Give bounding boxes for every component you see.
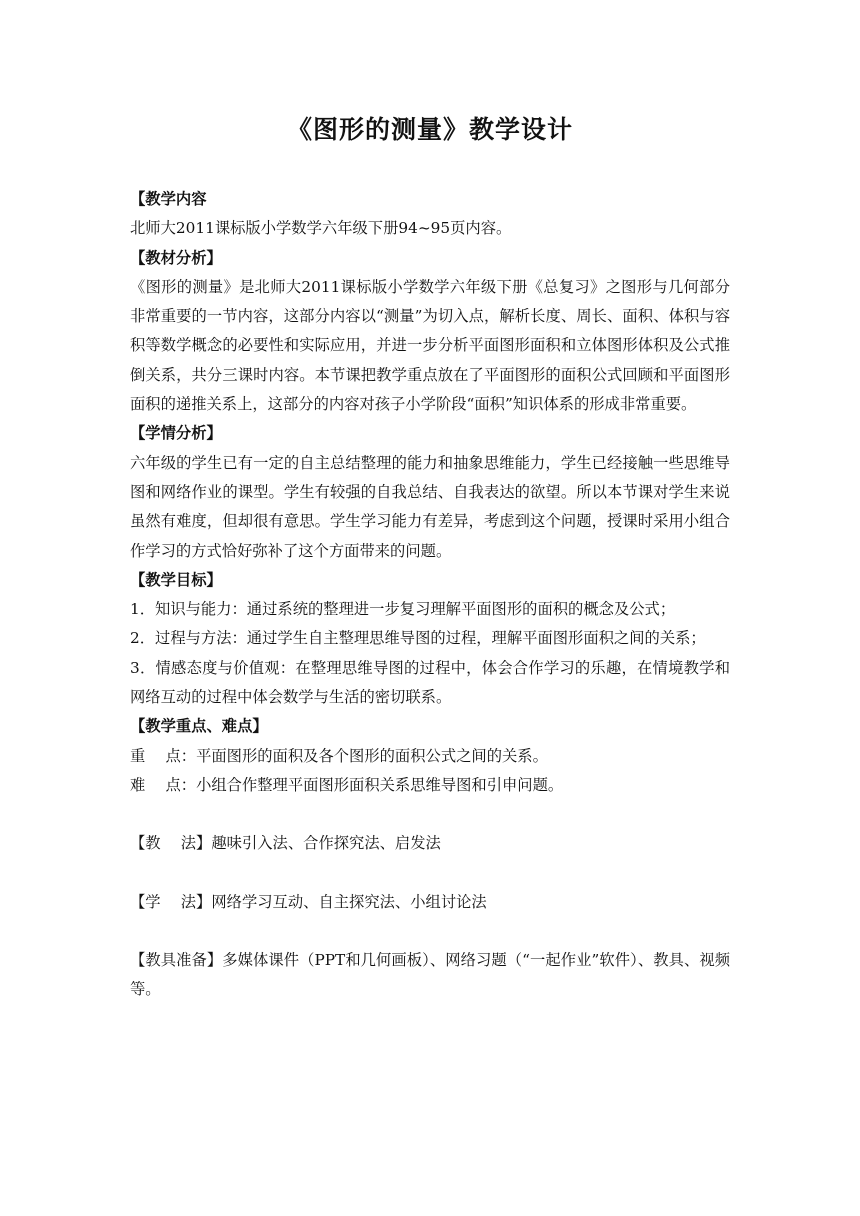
tools-line	[130, 946, 730, 1005]
goal-item: 3．情感态度与价值观：在整理思维导图的过程中，体会合作学习的乐趣，在情境教学和网络互动的过程中体会数学与生活的密切联系。	[130, 658, 730, 707]
spacer	[130, 800, 730, 829]
tools-text: 多媒体课件（PPT和几何画板）、网络习题（“一起作业”软件）、教具、视频等。	[130, 950, 730, 999]
document-body	[130, 185, 730, 1004]
section-text-content: 北师大2011课标版小学数学六年级下册94~95页内容。	[130, 219, 512, 238]
key-point-line	[130, 742, 730, 771]
learning-method-label: 【学 法】	[130, 892, 212, 911]
difficult-point-label: 难 点：	[130, 775, 197, 794]
spacer	[130, 859, 730, 888]
teaching-method-line	[130, 829, 730, 858]
difficult-point-text: 小组合作整理平面图形面积关系思维导图和引申问题。	[196, 775, 564, 794]
key-point-label: 重 点：	[130, 746, 197, 765]
tools-label: 【教具准备】	[130, 950, 223, 969]
learning-method-text: 网络学习互动、自主探究法、小组讨论法	[211, 892, 487, 911]
goal-item: 1．知识与能力：通过系统的整理进一步复习理解平面图形的面积的概念及公式；	[130, 600, 676, 619]
section-text-students: 六年级的学生已有一定的自主总结整理的能力和抽象思维能力，学生已经接触一些思维导图和网络作业的课型。学生有较强的自我总结、自我表达的欲望。所以本节课对学生来说虽然有难度，但却很有意思。学生学习能力有差异，考虑到这个问题，授课时采用小组合作学习的方式恰好弥补了这个方面带来的问题。	[130, 453, 730, 560]
section-heading-content: 【教学内容	[130, 190, 207, 208]
key-point-text: 平面图形的面积及各个图形的面积公式之间的关系。	[196, 746, 548, 765]
difficult-point-line	[130, 771, 730, 800]
section-heading-analysis: 【教材分析】	[130, 248, 222, 267]
section-heading-students: 【学情分析】	[130, 424, 222, 443]
document-title: 《图形的测量》教学设计	[286, 115, 573, 144]
teaching-method-label: 【教 法】	[130, 834, 212, 853]
section-text-analysis: 《图形的测量》是北师大2011课标版小学数学六年级下册《总复习》之图形与几何部分非常重要的一节内容，这部分内容以“测量”为切入点，解析长度、周长、面积、体积与容积等数学概念的必要性和实际应用，并进一步分析平面图形面积和立体图形体积及公式推倒关系，共分三课时内容。本节课把教学重点放在了平面图形的面积公式回顾和平面图形面积的递推关系上，这部分的内容对孩子小学阶段“面积”知识体系的形成非常重要。	[130, 277, 730, 414]
teaching-method-text: 趣味引入法、合作探究法、启发法	[211, 834, 441, 853]
goal-item: 2．过程与方法：通过学生自主整理思维导图的过程，理解平面图形面积之间的关系；	[130, 629, 706, 648]
section-heading-goals: 【教学目标】	[130, 570, 222, 589]
section-heading-keypoints: 【教学重点、难点】	[130, 717, 268, 736]
learning-method-line	[130, 888, 730, 917]
spacer	[130, 917, 730, 946]
